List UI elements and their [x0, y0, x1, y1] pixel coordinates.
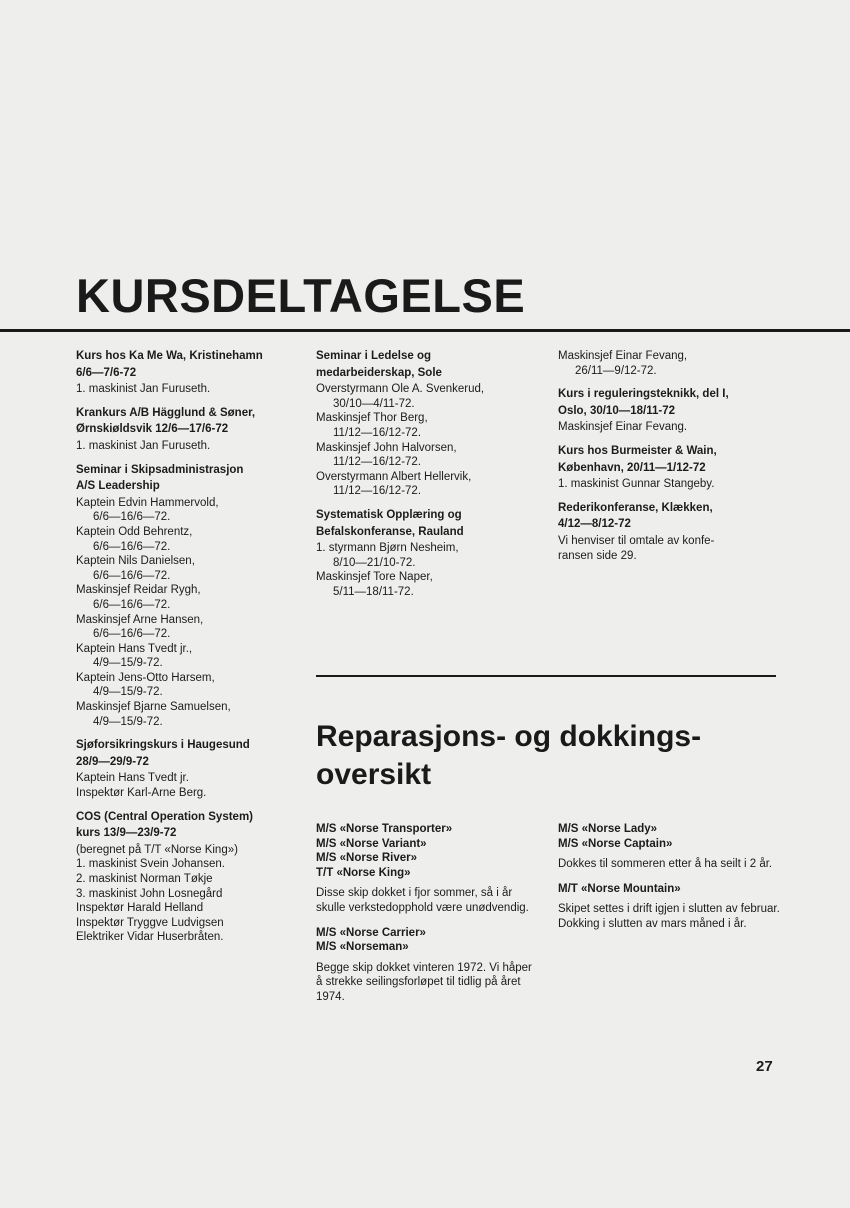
course-entry: [76, 463, 288, 730]
course-heading: COS (Central Operation System): [76, 810, 254, 823]
participant-line: 1. maskinist Jan Furuseth.: [76, 439, 211, 452]
ship-name: M/S «Norse River»: [316, 852, 417, 865]
participant-line: 1. maskinist Svein Johansen.: [76, 858, 225, 871]
course-column-3: [558, 349, 780, 572]
course-date: 6/6—16/6—72.: [93, 598, 171, 611]
course-heading: Krankurs A/B Hägglund & Søner,: [76, 406, 256, 419]
course-entry: [76, 349, 288, 397]
course-date: 5/11—18/11-72.: [333, 585, 414, 598]
dock-note: Skipet settes i drift igjen i slutten av februar. Dokking i slutten av mars måned i år.: [558, 903, 780, 930]
course-heading: København, 20/11—1/12-72: [558, 461, 706, 474]
participant-line: Kaptein Odd Behrentz,: [76, 525, 193, 538]
course-date: 4/9—15/9-72.: [93, 686, 163, 699]
participant-line: (beregnet på T/T «Norse King»): [76, 843, 238, 856]
course-heading: Oslo, 30/10—18/11-72: [558, 404, 675, 417]
course-heading: A/S Leadership: [76, 480, 160, 493]
course-entry: [316, 349, 538, 499]
participant-line: Overstyrmann Albert Hellervik,: [316, 470, 472, 483]
ship-name: M/S «Norse Captain»: [558, 837, 673, 850]
participant-line: 1. maskinist Jan Furuseth.: [76, 383, 211, 396]
ship-name: M/S «Norse Variant»: [316, 837, 427, 850]
course-entry: [558, 387, 780, 435]
dock-note: Begge skip dokket vinteren 1972. Vi håper å strekke seilingsforløpet til tidlig på året 1974.: [316, 961, 532, 1003]
course-entry: [558, 349, 780, 378]
dock-group: [558, 822, 780, 872]
course-heading: Sjøforsikringskurs i Haugesund: [76, 739, 250, 752]
title-divider: [0, 329, 850, 332]
course-date: 4/9—15/9-72.: [93, 657, 163, 670]
course-column-2: [316, 349, 538, 609]
course-date: 6/6—16/6—72.: [93, 511, 171, 524]
participant-line: Maskinsjef Reidar Rygh,: [76, 584, 201, 597]
participant-line: Kaptein Jens-Otto Harsem,: [76, 671, 215, 684]
dock-note: Dokkes til sommeren etter å ha seilt i 2 år.: [558, 858, 773, 871]
dock-group: [316, 926, 538, 1005]
course-heading: Befalskonferanse, Rauland: [316, 525, 464, 538]
participant-line: Vi henviser til omtale av konfe-: [558, 534, 715, 547]
course-heading: Rederikonferanse, Klækken,: [558, 501, 713, 514]
course-column-1: [76, 349, 288, 954]
participant-line: Kaptein Nils Danielsen,: [76, 555, 195, 568]
section-title: Reparasjons- og dokkings-oversikt: [316, 720, 702, 791]
course-entry: [558, 444, 780, 492]
course-date: 6/6—16/6—72.: [93, 569, 171, 582]
participant-line: Maskinsjef Arne Hansen,: [76, 613, 204, 626]
participant-line: Maskinsjef Einar Fevang,: [558, 350, 688, 362]
page-number: 27: [756, 1058, 773, 1075]
course-date: 6/6—16/6—72.: [93, 628, 171, 641]
page-title: KURSDELTAGELSE: [76, 269, 526, 322]
ship-name: M/S «Norse Carrier»: [316, 926, 426, 939]
course-heading: Kurs hos Ka Me Wa, Kristinehamn: [76, 350, 263, 362]
dock-column-left: [316, 822, 538, 1015]
ship-name: M/S «Norse Transporter»: [316, 823, 453, 835]
participant-line: Maskinsjef Einar Fevang.: [558, 421, 688, 434]
course-date: 11/12—16/12-72.: [333, 456, 422, 469]
participant-line: 3. maskinist John Losnegård: [76, 887, 223, 900]
participant-line: Kaptein Edvin Hammervold,: [76, 496, 219, 509]
ship-name: M/S «Norse Lady»: [558, 823, 658, 835]
dock-note: Disse skip dokket i fjor sommer, så i år skulle verkstedopphold være unødvendig.: [316, 887, 529, 914]
course-date: 6/6—16/6—72.: [93, 540, 171, 553]
dock-group: [316, 822, 538, 916]
course-heading: Kurs hos Burmeister & Wain,: [558, 444, 717, 457]
section-divider: [316, 675, 776, 677]
ship-name: M/T «Norse Mountain»: [558, 882, 681, 895]
participant-line: Inspektør Karl-Arne Berg.: [76, 787, 207, 800]
participant-line: 2. maskinist Norman Tøkje: [76, 873, 213, 885]
course-heading: medarbeiderskap, Sole: [316, 366, 442, 379]
course-heading: Seminar i Skipsadministrasjon: [76, 463, 244, 476]
dock-group: [558, 882, 780, 932]
participant-line: Inspektør Harald Helland: [76, 902, 204, 915]
course-heading: Kurs i reguleringsteknikk, del I,: [558, 388, 729, 401]
course-heading: Ørnskiøldsvik 12/6—17/6-72: [76, 423, 229, 436]
course-date: 26/11—9/12-72.: [575, 364, 657, 377]
course-heading: kurs 13/9—23/9-72: [76, 827, 177, 840]
course-heading: Seminar i Ledelse og: [316, 350, 432, 362]
course-entry: [76, 406, 288, 454]
participant-line: 1. maskinist Gunnar Stangeby.: [558, 478, 715, 491]
dock-column-right: [558, 822, 780, 942]
course-heading: 28/9—29/9-72: [76, 755, 149, 768]
ship-name: T/T «Norse King»: [316, 866, 411, 879]
course-date: 4/9—15/9-72.: [93, 715, 163, 728]
participant-line: Kaptein Hans Tvedt jr.,: [76, 642, 193, 655]
course-entry: [76, 738, 288, 800]
course-date: 8/10—21/10-72.: [333, 556, 416, 569]
course-entry: [316, 508, 538, 600]
participant-line: Maskinsjef Bjarne Samuelsen,: [76, 701, 231, 714]
participant-line: Maskinsjef Thor Berg,: [316, 412, 428, 425]
participant-line: Elektriker Vidar Huserbråten.: [76, 931, 224, 944]
course-date: 30/10—4/11-72.: [333, 397, 415, 410]
course-entry: [76, 810, 288, 945]
course-heading: 6/6—7/6-72: [76, 366, 137, 379]
course-heading: Systematisk Opplæring og: [316, 508, 462, 521]
course-date: 11/12—16/12-72.: [333, 426, 422, 439]
participant-line: Overstyrmann Ole A. Svenkerud,: [316, 383, 485, 396]
participant-line: Kaptein Hans Tvedt jr.: [76, 772, 189, 785]
course-heading: 4/12—8/12-72: [558, 518, 631, 531]
course-date: 11/12—16/12-72.: [333, 485, 422, 498]
ship-name: M/S «Norseman»: [316, 941, 409, 954]
participant-line: Inspektør Tryggve Ludvigsen: [76, 916, 224, 929]
participant-line: 1. styrmann Bjørn Nesheim,: [316, 542, 459, 555]
course-entry: [558, 501, 780, 563]
participant-line: Maskinsjef John Halvorsen,: [316, 441, 457, 454]
participant-line: ransen side 29.: [558, 549, 637, 562]
participant-line: Maskinsjef Tore Naper,: [316, 571, 433, 584]
